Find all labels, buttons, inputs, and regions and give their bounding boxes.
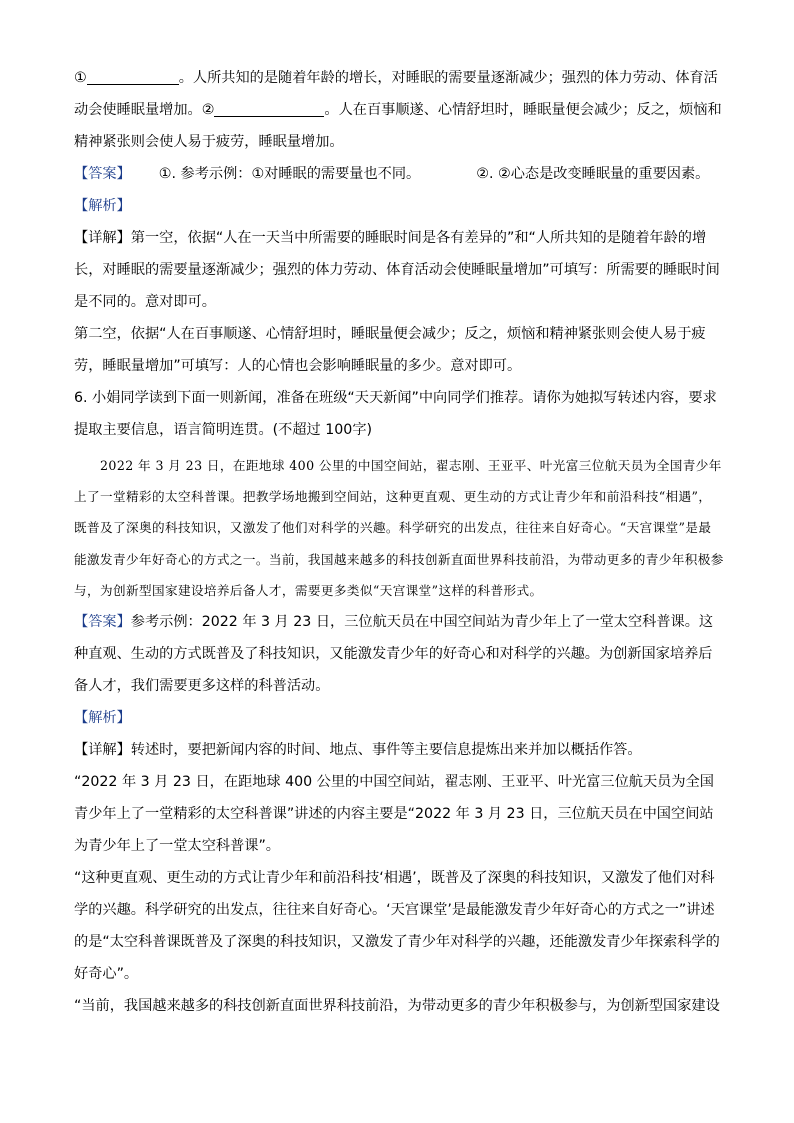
passage-text-2: 。人在百事顺遂、心情舒坦时，睡眠量便会减少；反之，烦恼和精神紧张则会使人易于疲劳，睡眠量增加。 [74, 102, 722, 150]
answer-blank-2 [214, 99, 324, 117]
q5-detail-1 [74, 222, 724, 318]
q5-analysis-tag: 【解析】 [74, 198, 131, 214]
answer-tag: 【答案】 [74, 166, 131, 182]
answer-item-1: ①. 参考示例：①对睡眠的需要量也不同。 [158, 166, 421, 182]
blank-number: ① [74, 70, 87, 86]
q5-passage-line [74, 62, 724, 158]
q6-detail-4: “当前，我国越来越多的科技创新直面世界科技前沿，为带动更多的青少年积极参与，为创新型国家建设 [74, 998, 720, 1015]
q6-analysis-tag: 【解析】 [74, 710, 131, 727]
answer-text: 参考示例：2022 年 3 月 23 日，三位航天员在中国空间站为青少年上了一堂太空科普课。这种直观、生动的方式既普及了科技知识，又能激发青少年的好奇心和对科学的兴趣。为创新国家培养后备人才，我们需要更多这样的科普活动。 [74, 614, 714, 695]
document-content [74, 62, 724, 1022]
detail-tag: 【详解】 [74, 742, 131, 759]
q6-news-passage: 2022 年 3 月 23 日，在距地球 400 公里的中国空间站，翟志刚、王亚平、叶光富三位航天员为全国青少年上了一堂精彩的太空科普课。把教学场地搬到空间站，这种更直观、更生动的方式让青少年和前沿科技“相遇”，既普及了深奥的科技知识，又激发了他们对科学的兴趣。科学研究的出发点，往往来自好奇心。“天宫课堂”是最能激发青少年好奇心的方式之一。当前，我国越来越多的科技创新直面世界科技前沿，为带动更多的青少年积极参与，为创新型国家建设培养后备人才，需要更多类似“天宫课堂”这样的科普形式。 [74, 458, 724, 598]
answer-item-2: ②. ②心态是改变睡眠量的重要因素。 [476, 166, 710, 182]
detail-text: 第一空，依据“人在一天当中所需要的睡眠时间是各有差异的”和“人所共知的是随着年龄的增长，对睡眠的需要量逐渐减少；强烈的体力劳动、体育活动会使睡眠量增加”可填写：所需要的睡眠时间是不同的。意对即可。 [74, 230, 720, 310]
answer-blank-1 [87, 67, 179, 85]
answer-tag: 【答案】 [74, 614, 131, 631]
q6-detail-2: “2022 年 3 月 23 日，在距地球 400 公里的中国空间站，翟志刚、王亚平、叶光富三位航天员为全国青少年上了一堂精彩的太空科普课”讲述的内容主要是“2022 年 3 月 23 日，三位航天员在中国空间站为青少年上了一堂太空科普课”。 [74, 774, 714, 855]
detail-text: 转述时，要把新闻内容的时间、地点、事件等主要信息提炼出来并加以概括作答。 [130, 742, 642, 759]
q5-answer [74, 158, 724, 190]
passage-text: 。人所共知的是随着年龄的增长，对睡眠的需要量逐渐减少；强烈的体力劳动、体育活动会使睡眠量增加。② [74, 70, 718, 118]
detail-tag: 【详解】 [74, 230, 131, 246]
q6-answer [74, 606, 724, 702]
q5-detail-2: 第二空，依据“人在百事顺遂、心情舒坦时，睡眠量便会减少；反之，烦恼和精神紧张则会使人易于疲劳，睡眠量增加”可填写：人的心情也会影响睡眠量的多少。意对即可。 [74, 326, 706, 374]
q6-detail-3: “这种更直观、更生动的方式让青少年和前沿科技‘相遇’，既普及了深奥的科技知识，又激发了他们对科学的兴趣。科学研究的出发点，往往来自好奇心。‘天宫课堂’是最能激发青少年好奇心的方式之一”讲述的是“太空科普课既普及了深奥的科技知识，又激发了青少年对科学的兴趣，还能激发青少年探索科学的好奇心”。 [74, 870, 720, 983]
q6-question: 6. 小娟同学读到下面一则新闻，准备在班级“天天新闻”中向同学们推荐。请你为她拟写转述内容，要求提取主要信息，语言简明连贯。(不超过 100字) [74, 390, 717, 438]
q6-detail-1 [74, 734, 724, 766]
